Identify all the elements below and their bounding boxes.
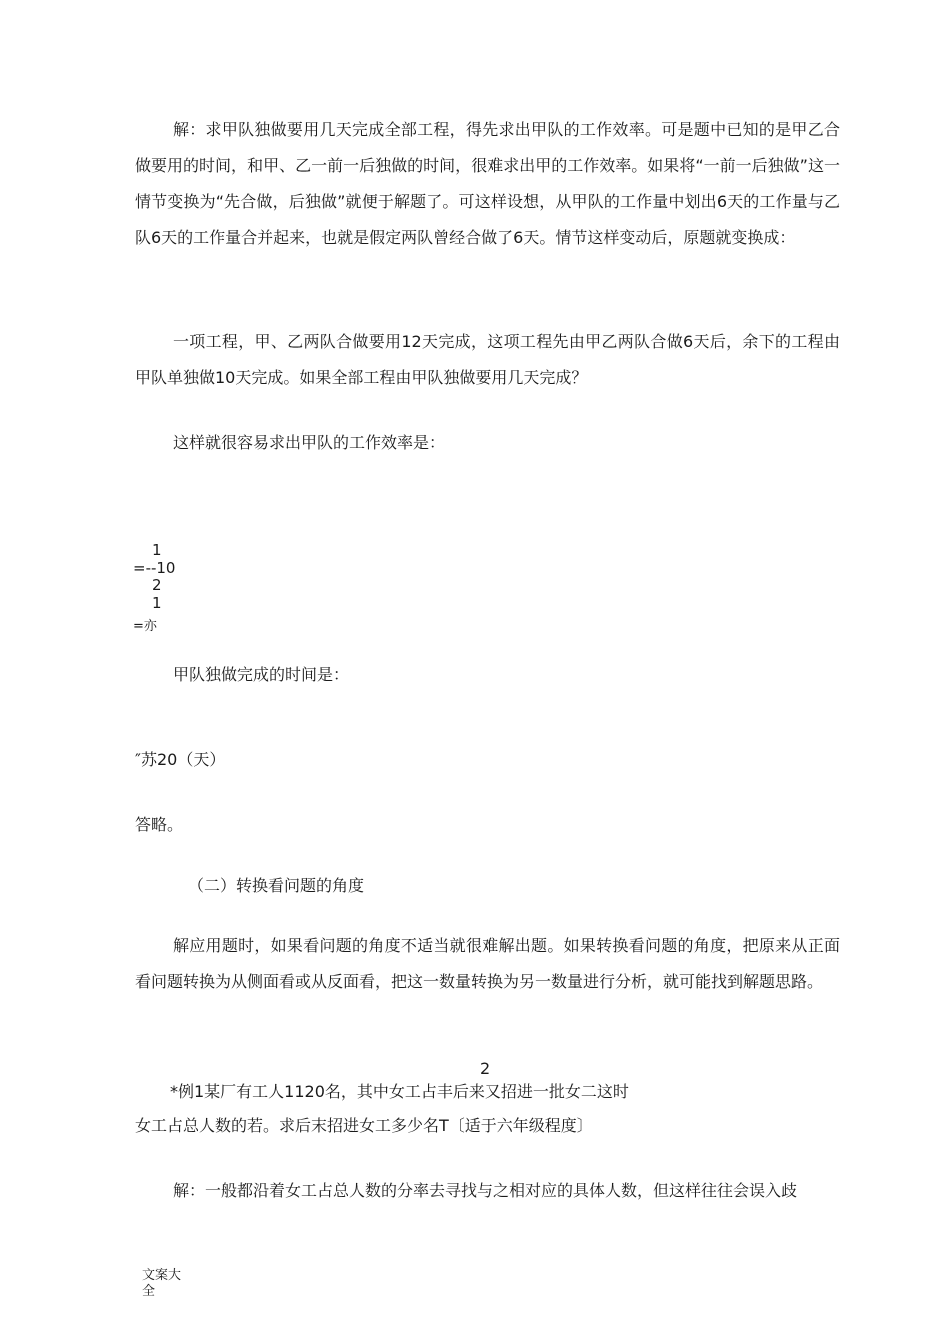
method-paragraph: 解应用题时，如果看问题的角度不适当就很难解出题。如果转换看问题的角度，把原来从正面看问题转换为从侧面看或从反面看，把这一数量转换为另一数量进行分析，就可能找到解题思路。	[135, 936, 840, 991]
efficiency-intro-paragraph: 这样就很容易求出甲队的工作效率是：	[173, 433, 446, 452]
example-superscript: 2	[480, 1059, 491, 1078]
example-line-2: 女工占总人数的若。求后末招进女工多少名T〔适于六年级程度〕	[135, 1116, 593, 1135]
time-intro-paragraph: 甲队独做完成的时间是：	[173, 665, 350, 684]
page-footer: 文案大全	[142, 1268, 182, 1299]
fraction-numerator-1: 1	[152, 541, 162, 559]
equation-line-2: =亦	[133, 619, 157, 634]
solution-paragraph: 解：求甲队独做要用几天完成全部工程，得先求出甲队的工作效率。可是题中已知的是甲乙合做要用的时间，和甲、乙一前一后独做的时间，很难求出甲的工作效率。如果将“一前一后独做”这一情节变换为“先合做，后独做”就便于解题了。可这样设想，从甲队的工作量中划出6天的工作量与乙队6天的工作量合并起来，也就是假定两队曾经合做了6天。情节这样变动后，原题就变换成：	[135, 120, 840, 247]
result-line: ″苏20（天）	[135, 750, 226, 769]
fraction-numerator-2: 1	[152, 594, 162, 612]
example-solution-paragraph: 解：一般都沿着女工占总人数的分率去寻找与之相对应的具体人数，但这样往往会误入歧	[173, 1181, 798, 1200]
fraction-denominator-2: 2	[152, 576, 162, 594]
equation-line-1: =--10	[133, 559, 176, 577]
transformed-problem-paragraph: 一项工程，甲、乙两队合做要用12天完成，这项工程先由甲乙两队合做6天后，余下的工程由甲队单独做10天完成。如果全部工程由甲队独做要用几天完成？	[135, 332, 840, 387]
example-line-1: *例1某厂有工人1120名，其中女工占丰后来又招进一批女二这时	[170, 1082, 629, 1101]
answer-omitted: 答略。	[135, 815, 184, 834]
section-heading: （二）转换看问题的角度	[188, 876, 365, 895]
